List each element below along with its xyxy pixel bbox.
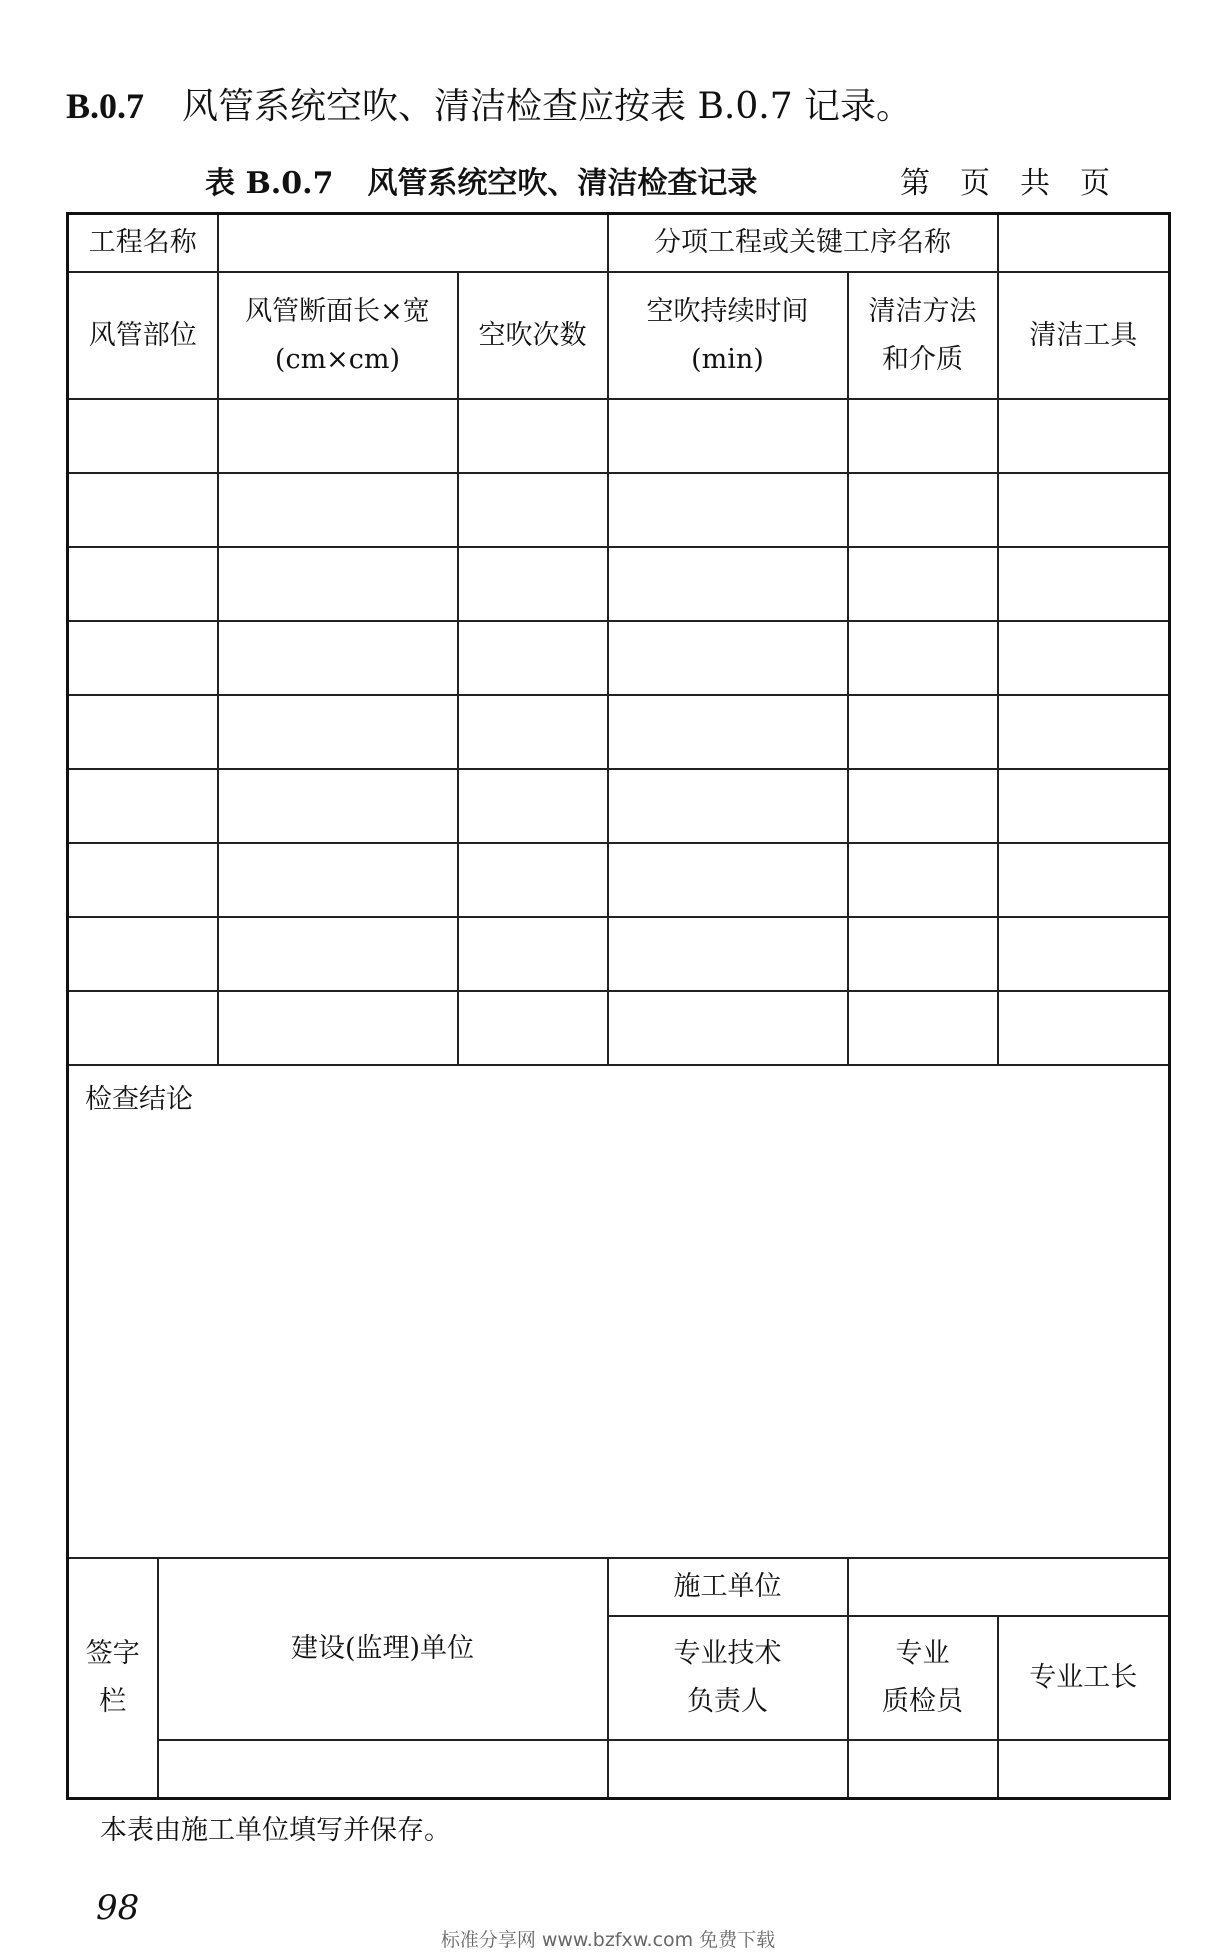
signature-row [68, 1740, 1170, 1799]
owner-unit-label: 建设(监理)单位 [158, 1558, 608, 1740]
table-cell[interactable] [608, 695, 848, 769]
table-cell[interactable] [458, 769, 608, 843]
table-cell[interactable] [848, 843, 998, 917]
table-cell[interactable] [68, 695, 218, 769]
table-row [68, 769, 1170, 843]
table-cell[interactable] [608, 843, 848, 917]
table-cell[interactable] [608, 621, 848, 695]
sub-project-label: 分项工程或关键工序名称 [608, 214, 998, 273]
qc-signature-field[interactable] [848, 1740, 998, 1799]
table-cell[interactable] [848, 399, 998, 473]
tech-lead-label [608, 1616, 848, 1740]
section-heading [66, 78, 912, 129]
table-cell[interactable] [218, 769, 458, 843]
col-duration-line1: 空吹持续时间 [646, 295, 809, 327]
table-row [68, 843, 1170, 917]
table-note: 本表由施工单位填写并保存。 [100, 1815, 451, 1846]
qc-line2: 质检员 [882, 1686, 963, 1717]
conclusion-label: 检查结论 [85, 1084, 193, 1115]
table-cell[interactable] [608, 399, 848, 473]
table-cell[interactable] [848, 547, 998, 621]
sub-project-field[interactable] [998, 214, 1170, 273]
table-title: 风管系统空吹、清洁检查记录 [367, 166, 758, 201]
table-cell[interactable] [998, 843, 1170, 917]
table-header-row [68, 272, 1170, 399]
col-section-size-line1: 风管断面长×宽 [245, 295, 430, 327]
table-cell[interactable] [458, 621, 608, 695]
table-cell[interactable] [998, 547, 1170, 621]
conclusion-cell[interactable] [68, 1065, 1170, 1558]
table-cell[interactable] [218, 695, 458, 769]
table-cell[interactable] [68, 621, 218, 695]
inspection-record-table [66, 212, 1171, 1800]
table-cell[interactable] [458, 843, 608, 917]
table-cell[interactable] [608, 769, 848, 843]
table-cell[interactable] [68, 991, 218, 1065]
watermark-footer: 标准分享网 www.bzfxw.com 免费下载 [440, 1929, 776, 1951]
table-cell[interactable] [998, 991, 1170, 1065]
col-method-line1: 清洁方法 [868, 295, 977, 327]
tech-lead-signature-field[interactable] [608, 1740, 848, 1799]
table-row [68, 399, 1170, 473]
table-cell[interactable] [848, 695, 998, 769]
table-cell[interactable] [998, 621, 1170, 695]
tech-lead-line1: 专业技术 [673, 1638, 782, 1669]
conclusion-row [68, 1065, 1170, 1558]
table-cell[interactable] [998, 399, 1170, 473]
table-cell[interactable] [458, 695, 608, 769]
qc-line1: 专业 [895, 1638, 950, 1669]
table-row [68, 473, 1170, 547]
table-cell[interactable] [458, 547, 608, 621]
table-cell[interactable] [848, 473, 998, 547]
table-cell[interactable] [608, 991, 848, 1065]
table-row [68, 695, 1170, 769]
table-cell[interactable] [608, 473, 848, 547]
foreman-signature-field[interactable] [998, 1740, 1170, 1799]
table-cell[interactable] [68, 547, 218, 621]
qc-inspector-label [848, 1616, 998, 1740]
table-cell[interactable] [458, 917, 608, 991]
table-cell[interactable] [218, 473, 458, 547]
table-cell[interactable] [608, 547, 848, 621]
table-cell[interactable] [608, 917, 848, 991]
col-duration [608, 272, 848, 399]
col-section-size-line2: (cm×cm) [274, 343, 401, 375]
table-cell[interactable] [998, 917, 1170, 991]
table-cell[interactable] [68, 399, 218, 473]
project-name-label: 工程名称 [68, 214, 218, 273]
table-row [68, 547, 1170, 621]
table-cell[interactable] [218, 991, 458, 1065]
table-cell[interactable] [998, 769, 1170, 843]
page-info: 第页共页 [900, 166, 1140, 201]
table-cell[interactable] [218, 547, 458, 621]
col-duct-location: 风管部位 [68, 272, 218, 399]
signature-label-line2: 栏 [99, 1686, 127, 1717]
table-cell[interactable] [218, 399, 458, 473]
table-cell[interactable] [458, 399, 608, 473]
col-tool: 清洁工具 [998, 272, 1170, 399]
col-section-size [218, 272, 458, 399]
table-cell[interactable] [458, 473, 608, 547]
signature-row [68, 1558, 1170, 1616]
construction-unit-field[interactable] [848, 1558, 1170, 1616]
table-cell[interactable] [848, 917, 998, 991]
col-duration-line2: (min) [691, 343, 764, 375]
table-cell[interactable] [458, 991, 608, 1065]
tech-lead-line2: 负责人 [687, 1686, 768, 1717]
col-method [848, 272, 998, 399]
table-cell[interactable] [848, 991, 998, 1065]
table-row [68, 991, 1170, 1065]
table-cell[interactable] [68, 473, 218, 547]
table-cell[interactable] [998, 473, 1170, 547]
table-cell[interactable] [68, 769, 218, 843]
signature-label [68, 1558, 158, 1799]
table-row [68, 917, 1170, 991]
col-blow-count: 空吹次数 [458, 272, 608, 399]
foreman-label: 专业工长 [998, 1616, 1170, 1740]
signature-label-line1: 签字 [85, 1638, 140, 1669]
project-name-field[interactable] [218, 214, 608, 273]
section-number: B.0.7 [66, 86, 145, 126]
table-cell[interactable] [218, 917, 458, 991]
section-text: 风管系统空吹、清洁检查应按表 B.0.7 记录。 [182, 86, 913, 127]
owner-signature-field[interactable] [158, 1740, 608, 1799]
table-number: 表 B.0.7 [205, 166, 334, 201]
page-number: 98 [96, 1888, 140, 1928]
table-cell[interactable] [848, 621, 998, 695]
table-cell[interactable] [218, 621, 458, 695]
col-method-line2: 和介质 [882, 343, 963, 375]
table-row [68, 214, 1170, 273]
table-cell[interactable] [218, 843, 458, 917]
table-cell[interactable] [68, 843, 218, 917]
construction-unit-label: 施工单位 [608, 1558, 848, 1616]
table-row [68, 621, 1170, 695]
table-cell[interactable] [848, 769, 998, 843]
table-cell[interactable] [68, 917, 218, 991]
table-cell[interactable] [998, 695, 1170, 769]
table-caption [205, 158, 757, 202]
